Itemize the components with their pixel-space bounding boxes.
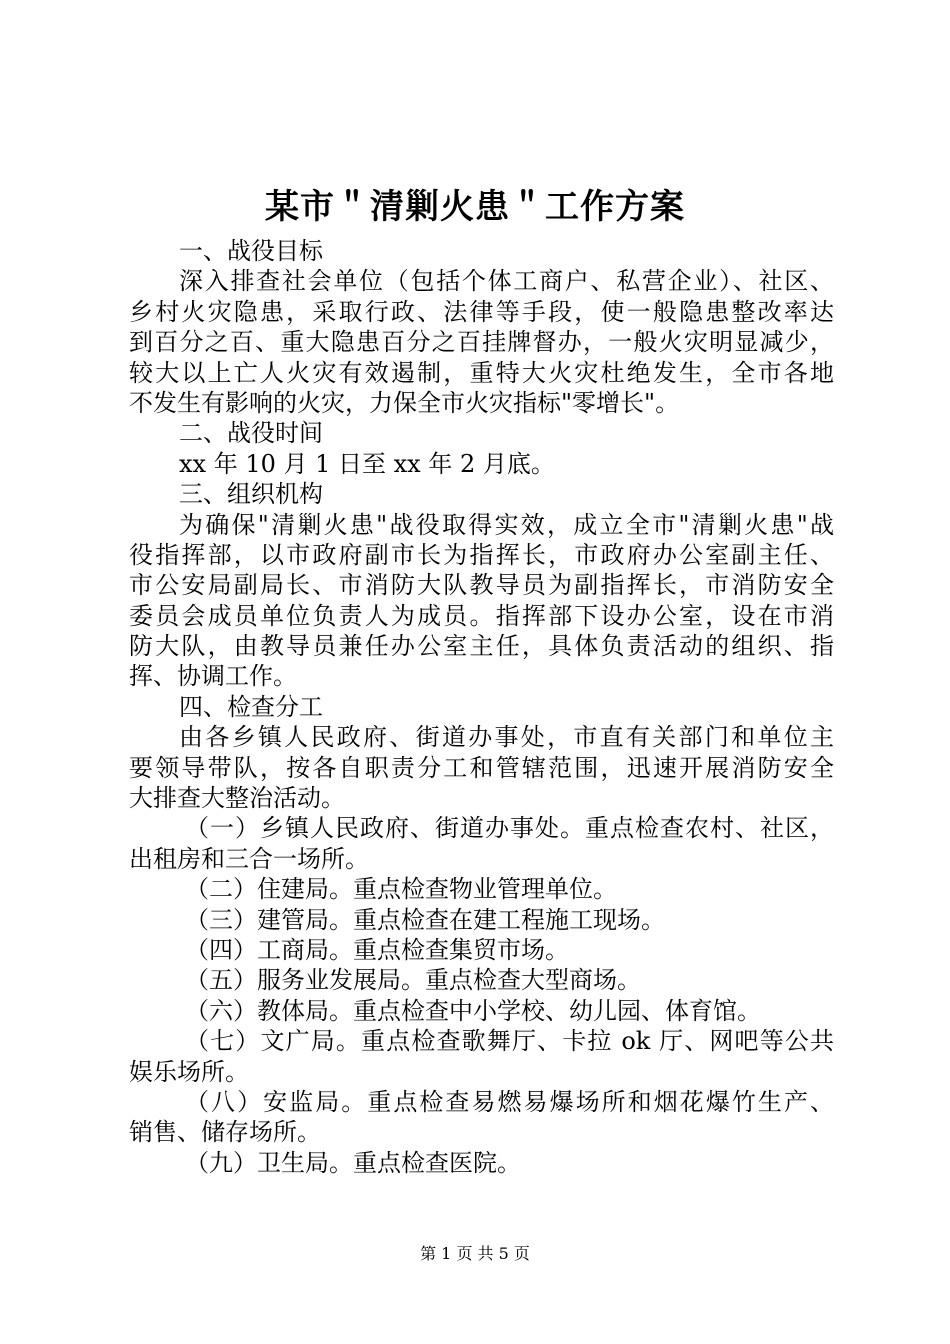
- section-heading-1: 一、战役目标: [179, 237, 323, 265]
- paragraph-line: 防大队，由教导员兼任办公室主任，具体负责活动的组织、指: [129, 632, 834, 661]
- paragraph-line: 为确保"清剿火患"战役取得实效，成立全市"清剿火患"战: [179, 510, 834, 539]
- section-heading-3: 三、组织机构: [179, 480, 323, 509]
- paragraph-line: 不发生有影响的火灾，力保全市火灾指标"零增长"。: [129, 388, 680, 417]
- list-item: （二）住建局。重点检查物业管理单位。: [185, 875, 617, 904]
- document-title: 某市＂清剿火患＂工作方案: [265, 187, 685, 227]
- list-item-continuation: 出租房和三合一场所。: [129, 844, 369, 873]
- list-item: （九）卫生局。重点检查医院。: [185, 1148, 521, 1177]
- list-item-continuation: 销售、储存场所。: [129, 1118, 321, 1147]
- paragraph-line: xx 年 10 月 1 日至 xx 年 2 月底。: [179, 449, 555, 478]
- paragraph-line: 由各乡镇人民政府、街道办事处，市直有关部门和单位主: [179, 723, 834, 752]
- list-item: （八）安监局。重点检查易燃易爆场所和烟花爆竹生产、: [185, 1087, 834, 1116]
- list-item: （七）文广局。重点检查歌舞厅、卡拉 ok 厅、网吧等公共: [185, 1027, 834, 1056]
- paragraph-line: 深入排查社会单位（包括个体工商户、私营企业）、社区、: [179, 267, 834, 296]
- paragraph-line: 役指挥部，以市政府副市长为指挥长，市政府办公室副主任、: [129, 540, 834, 569]
- paragraph-line: 到百分之百、重大隐患百分之百挂牌督办，一般火灾明显减少，: [129, 328, 834, 357]
- list-item: （四）工商局。重点检查集贸市场。: [185, 935, 569, 964]
- document-body: [129, 236, 834, 1178]
- paragraph-line: 大排查大整治活动。: [129, 784, 345, 813]
- paragraph-line: 委员会成员单位负责人为成员。指挥部下设办公室，设在市消: [129, 601, 834, 630]
- list-item: （一）乡镇人民政府、街道办事处。重点检查农村、社区，: [185, 814, 834, 843]
- list-item: （三）建管局。重点检查在建工程施工现场。: [185, 905, 665, 934]
- paragraph-line: 要领导带队，按各自职责分工和管辖范围，迅速开展消防安全: [129, 753, 834, 782]
- list-item: （五）服务业发展局。重点检查大型商场。: [185, 966, 641, 995]
- paragraph-line: 市公安局副局长、市消防大队教导员为副指挥长，市消防安全: [129, 571, 834, 600]
- list-item: （六）教体局。重点检查中小学校、幼儿园、体育馆。: [185, 996, 761, 1025]
- paragraph-line: 乡村火灾隐患，采取行政、法律等手段，使一般隐患整改率达: [129, 297, 834, 326]
- paragraph-line: 较大以上亡人火灾有效遏制，重特大火灾杜绝发生，全市各地: [129, 358, 834, 387]
- paragraph-line: 挥、协调工作。: [129, 662, 297, 691]
- section-heading-2: 二、战役时间: [179, 419, 323, 448]
- section-heading-4: 四、检查分工: [179, 692, 323, 721]
- list-item-continuation: 娱乐场所。: [129, 1057, 249, 1086]
- page-number-footer: 第 1 页 共 5 页: [420, 1244, 530, 1263]
